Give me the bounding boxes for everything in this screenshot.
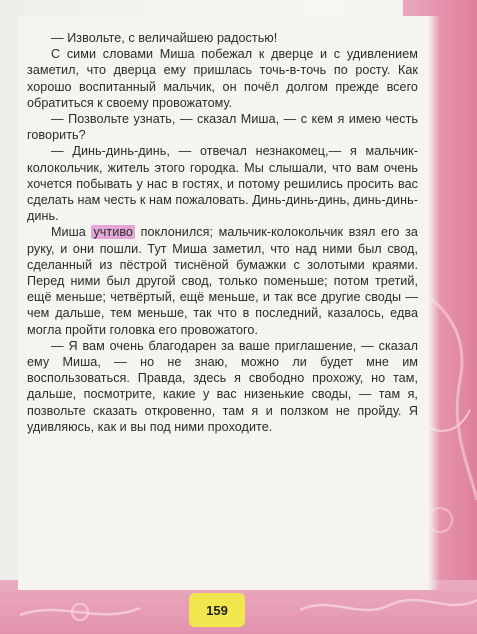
paragraph: — Извольте, с величайшею радостью! [51,31,278,45]
paragraph: — Динь-динь-динь, — отвечал незнакомец,— я мальчик-колокольчик, житель этого городка. Мы слышали, что вам очень хочется побывать у нас в гостях, и потому решились просить вас сделать нам честь к нам пожаловать. Динь-динь-динь, динь-динь-динь. [27,144,418,224]
highlighted-word[interactable]: учтиво [93,225,133,240]
text-fragment: поклонился; мальчик-колокольчик взял его за руку, и они пошли. Тут Миша заметил, что над ними был свод, сделанный из пёстрой тиснёной бумажки с золотыми краями. Перед ними был другой свод, только поменьше; потом третий, ещё меньше; четвёртый, ещё меньше, и так все другие своды — чем дальше, тем меньше, так что в последний, казалось, едва могла пройти головка его провожатого. [27,225,418,337]
paragraph: — Позвольте узнать, — сказал Миша, — с кем я имею честь говорить? [27,112,418,143]
page-text [27,30,418,435]
paragraph: — Я вам очень благодарен за ваше приглашение, — сказал ему Миша, — но не знаю, можно ли будет мне им воспользоваться. Правда, здесь я свободно прохожу, но там, дальше, посмотрите, какие у вас низенькие своды, — там я, позвольте сказать откровенно, там я и ползком не пройду. Я удивляюсь, как и вы под ними проходите. [27,338,418,434]
text-fragment: Миша [51,225,92,240]
page-number-badge: 159 [189,593,245,627]
paragraph-with-highlight [27,224,418,337]
paragraph: С сими словами Миша побежал к дверце и с удивлением заметил, что дверца ему пришлась точь-в-точь по росту. Как хорошо воспитанный мальчик, он почёл долгом прежде всего обратиться к своему провожатому. [27,47,418,110]
